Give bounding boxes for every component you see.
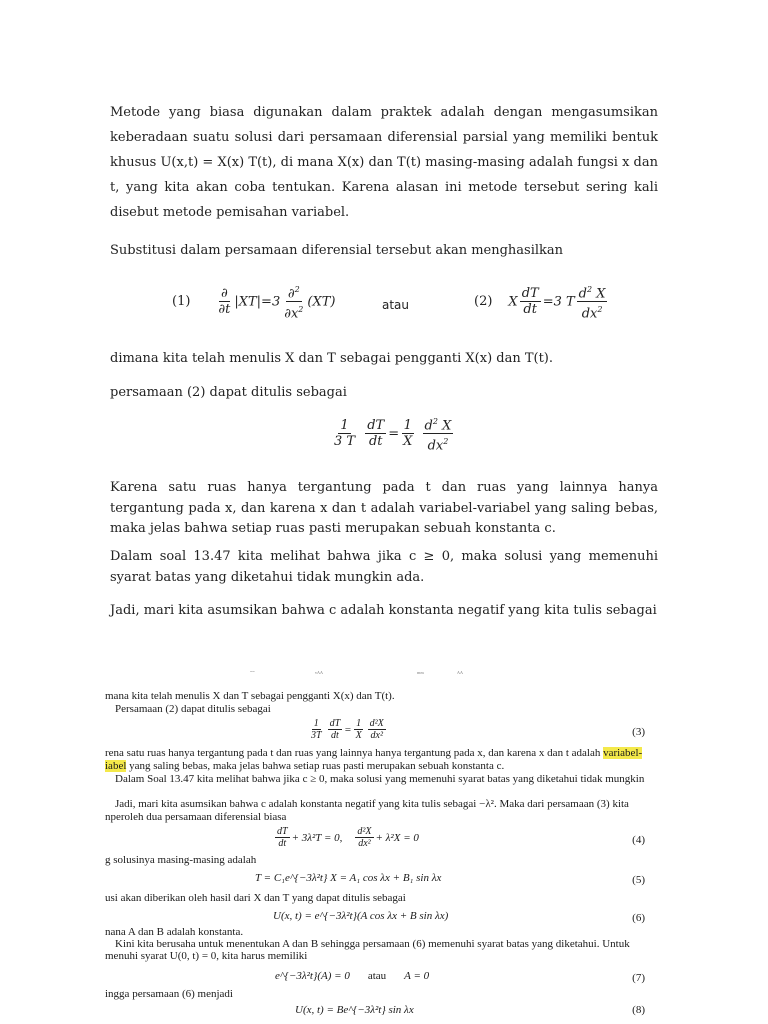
scan-artifact: ˉˉ [250,670,255,678]
equation-separated: $\frac{1}{3 T}$ $\frac{dT}{dt}$ = $\frac{1}{X}$ $\frac{d^2 X}{dx^2}$ [330,414,455,454]
scan-line: ingga persamaan (6) menjadi [105,988,233,1000]
scan-eq-number: (8) [632,1004,645,1016]
atau-text [382,298,409,312]
scan-eq-number: (4) [632,834,645,846]
atau-label: atau [382,298,410,312]
scan-line [105,747,642,759]
scan-eq7-right: A = 0 [404,970,430,982]
scanned-book-excerpt [105,670,665,1024]
scan-equation-3: $\frac{1}{3T}$ $\frac{dT}{dt}$ = $\frac{1}{X}$ $\frac{\text{d²X}}{\text{dx²}}$ [311,718,384,741]
paragraph-negative-constant: Jadi, mari kita asumsikan bahwa c adalah konstanta negatif yang kita tulis sebagai [110,603,657,618]
paragraph-notation: dimana kita telah menulis X dan T sebagai pengganti X(x) dan T(t). [110,351,554,366]
scan-line: mana kita telah menulis X dan T sebagai pengganti X(x) dan T(t). [105,690,395,702]
scan-artifact: ᴬᴬ [457,670,463,678]
scan-line [105,760,504,772]
paragraph-intro: Metode yang biasa digunakan dalam praktek adalah dengan mengasumsikan keberadaan suatu solusi dari persamaan diferensial parsial yang memiliki bentuk khusus U(x,t) = X(x) T(t), di mana X(x) dan T(t) masing-masing adalah fungsi x dan t, yang kita akan coba tentukan. Karena alasan ini metode tersebut sering kali disebut metode pemisahan variabel. [110,105,658,220]
scan-line: Kini kita berusaha untuk menentukan A dan B sehingga persamaan (6) memenuhi syarat batas yang diketahui. Untuk [115,938,630,950]
scan-eq-number: (5) [632,874,645,886]
scan-artifact: ᵐᵐ [417,670,424,678]
scan-equation-5: T = C₁e^{−3λ²t} X = A₁ cos λx + B₁ sin λx [255,872,442,884]
scan-equation-7 [275,970,429,982]
equation-1: (1) $\frac{\partial}{\partial t}$ |XT|=3 $\frac{\partial^2}{\partial x^2}$ (XT) [172,282,335,322]
scan-line: Persamaan (2) dapat ditulis sebagai [115,703,271,715]
equation-2-label: (2) [474,294,493,310]
scan-equation-6: U(x, t) = e^{−3λ²t}(A cos λx + B sin λx) [273,910,449,922]
scan-equation-8: U(x, t) = Be^{−3λ²t} sin λx [295,1004,414,1016]
scan-line: usi akan diberikan oleh hasil dari X dan T yang dapat ditulis sebagai [105,892,406,904]
scan-eq7-left: e^{−3λ²t}(A) = 0 [275,970,350,982]
equation-2: (2) X $\frac{dT}{dt}$ =3 T $\frac{d^2 X}{dx^2}$ [474,282,609,322]
paragraph-substitution: Substitusi dalam persamaan diferensial tersebut akan menghasilkan [110,243,564,258]
scan-eq-number: (6) [632,912,645,924]
scan-line: Dalam Soal 13.47 kita melihat bahwa jika c ≥ 0, maka solusi yang memenuhi syarat batas yang diketahui tidak mungkin [115,773,645,785]
scan-text: rena satu ruas hanya tergantung pada t dan ruas yang lainnya hanya tergantung pada x, dan karena x dan t adalah [105,747,604,759]
paragraph-problem-1347: Dalam soal 13.47 kita melihat bahwa jika c ≥ 0, maka solusi yang memenuhi syarat batas yang diketahui tidak mungkin ada. [110,549,658,585]
scan-eq7-atau: atau [367,970,387,982]
scan-line: g solusinya masing-masing adalah [105,854,257,866]
equation-1-label: (1) [172,294,191,310]
scan-line: nana A dan B adalah konstanta. [105,926,244,938]
scan-text: yang saling bebas, maka jelas bahwa setiap ruas pasti merupakan sebuah konstanta c. [126,760,505,772]
scan-line: nperoleh dua persamaan diferensial biasa [105,811,287,823]
scan-eq-number: (3) [632,726,645,738]
highlighted-text: variabel- [603,747,643,759]
paragraph-rewrite: persamaan (2) dapat ditulis sebagai [110,385,347,400]
scan-line: menuhi syarat U(0, t) = 0, kita harus memiliki [105,950,308,962]
scan-eq-number: (7) [632,972,645,984]
highlighted-text: iabel [105,760,127,772]
paragraph-constant: Karena satu ruas hanya tergantung pada t dan ruas yang lainnya hanya tergantung pada x, dan karena x dan t adalah variabel-variabel yang saling bebas, maka jelas bahwa setiap ruas pasti merupakan sebuah konstanta c. [110,480,658,536]
scan-line: Jadi, mari kita asumsikan bahwa c adalah konstanta negatif yang kita tulis sebagai −λ². Maka dari persamaan (3) kita [115,798,629,810]
scan-artifact: ᵛᴬᴬ [315,670,323,678]
scan-equation-4: $\frac{dT}{dt}$ + 3λ²T = 0, $\frac{\text{d²X}}{\text{dx²}}$ + λ²X = 0 [277,826,419,849]
